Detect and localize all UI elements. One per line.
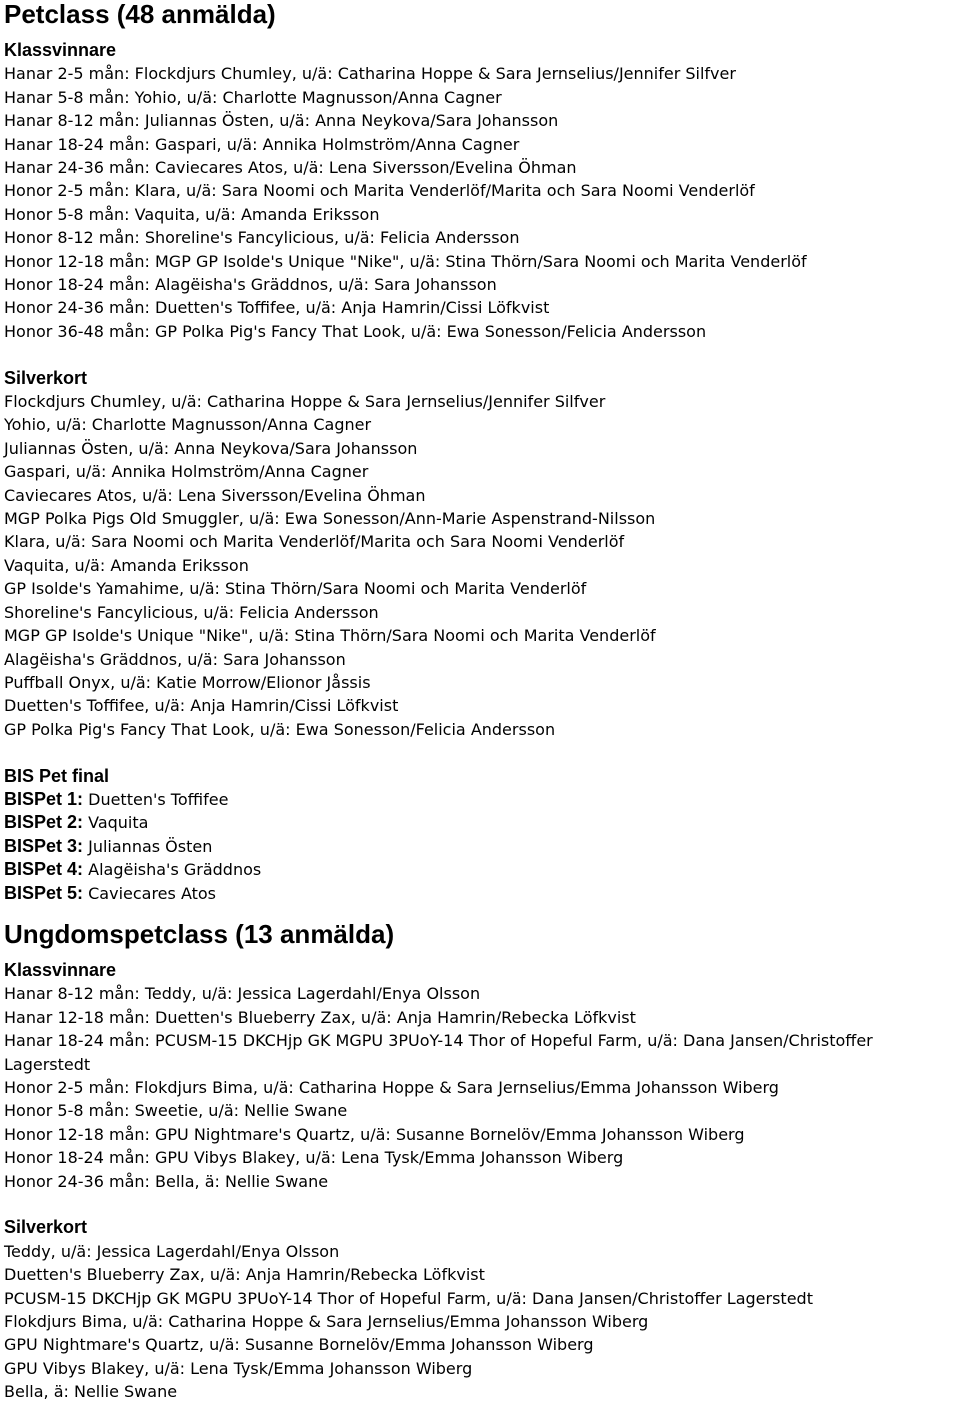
silverkort-item: Teddy, u/ä: Jessica Lagerdahl/Enya Olsson	[4, 1241, 340, 1261]
silverkort-item: PCUSM-15 DKCHjp GK MGPU 3PUoY-14 Thor of Hopeful Farm, u/ä: Dana Jansen/Christoffer Lagerstedt	[4, 1288, 813, 1308]
silverkort-item: Klara, u/ä: Sara Noomi och Marita Venderlöf/Marita och Sara Noomi Venderlöf	[4, 532, 625, 552]
klassvinnare-item: Hanar 8-12 mån: Teddy, u/ä: Jessica Lagerdahl/Enya Olsson	[4, 984, 481, 1004]
klassvinnare-item: Honor 8-12 mån: Shoreline's Fancylicious, u/ä: Felicia Andersson	[4, 228, 520, 248]
silverkort-item: Juliannas Östen, u/ä: Anna Neykova/Sara Johansson	[4, 438, 418, 458]
spacer	[4, 741, 959, 764]
bis-item	[4, 811, 959, 834]
ungdom-silverkort-list	[4, 1240, 959, 1404]
bis-item	[4, 858, 959, 881]
petclass-silverkort-heading: Silverkort	[4, 367, 88, 388]
ungdom-klassvinnare-list	[4, 982, 959, 1193]
silverkort-item: Alagëisha's Gräddnos, u/ä: Sara Johansson	[4, 649, 346, 669]
klassvinnare-item: Honor 24-36 mån: Duetten's Toffifee, u/ä: Anja Hamrin/Cissi Löfkvist	[4, 298, 550, 318]
klassvinnare-item: Honor 12-18 mån: GPU Nightmare's Quartz, u/ä: Susanne Bornelöv/Emma Johansson Wiberg	[4, 1124, 745, 1144]
klassvinnare-item: Honor 5-8 mån: Sweetie, u/ä: Nellie Swane	[4, 1101, 348, 1121]
spacer	[4, 343, 959, 366]
klassvinnare-item: Hanar 18-24 mån: PCUSM-15 DKCHjp GK MGPU 3PUoY-14 Thor of Hopeful Farm, u/ä: Dana Jansen/Christoffer Lagerstedt	[4, 1031, 873, 1074]
bis-item	[4, 835, 959, 858]
bis-label: BISPet 1:	[4, 788, 84, 809]
bis-pet-final-heading: BIS Pet final	[4, 765, 110, 786]
klassvinnare-item: Honor 12-18 mån: MGP GP Isolde's Unique "Nike", u/ä: Stina Thörn/Sara Noomi och Marita Venderlöf	[4, 251, 807, 271]
silverkort-item: Vaquita, u/ä: Amanda Eriksson	[4, 555, 249, 575]
silverkort-item: MGP GP Isolde's Unique "Nike", u/ä: Stina Thörn/Sara Noomi och Marita Venderlöf	[4, 626, 656, 646]
bis-value: Vaquita	[83, 813, 149, 833]
bis-item	[4, 882, 959, 905]
bis-label: BISPet 3:	[4, 835, 84, 856]
petclass-klassvinnare-heading: Klassvinnare	[4, 40, 117, 60]
silverkort-item: Puffball Onyx, u/ä: Katie Morrow/Elionor Jåssis	[4, 672, 371, 692]
ungdom-silverkort-heading: Silverkort	[4, 1217, 88, 1238]
klassvinnare-item: Hanar 24-36 mån: Caviecares Atos, u/ä: Lena Siversson/Evelina Öhman	[4, 158, 577, 178]
bis-value: Caviecares Atos	[83, 883, 217, 903]
silverkort-item: Yohio, u/ä: Charlotte Magnusson/Anna Cagner	[4, 415, 372, 435]
ungdom-klassvinnare-heading: Klassvinnare	[4, 959, 117, 980]
silverkort-item: GP Polka Pig's Fancy That Look, u/ä: Ewa Sonesson/Felicia Andersson	[4, 719, 556, 739]
silverkort-item: Shoreline's Fancylicious, u/ä: Felicia Andersson	[4, 602, 379, 622]
klassvinnare-item: Honor 18-24 mån: GPU Vibys Blakey, u/ä: Lena Tysk/Emma Johansson Wiberg	[4, 1148, 624, 1168]
klassvinnare-item: Honor 2-5 mån: Klara, u/ä: Sara Noomi och Marita Venderlöf/Marita och Sara Noomi Venderlöf	[4, 181, 755, 201]
silverkort-item: Caviecares Atos, u/ä: Lena Siversson/Evelina Öhman	[4, 485, 426, 505]
spacer	[4, 905, 959, 920]
petclass-title: Petclass (48 anmälda)	[4, 0, 276, 29]
silverkort-item: Bella, ä: Nellie Swane	[4, 1382, 178, 1402]
klassvinnare-item: Honor 18-24 mån: Alagëisha's Gräddnos, u/ä: Sara Johansson	[4, 275, 497, 295]
bis-value: Duetten's Toffifee	[83, 789, 229, 809]
bis-value: Alagëisha's Gräddnos	[83, 860, 262, 880]
petclass-klassvinnare-list	[4, 62, 959, 343]
klassvinnare-item: Hanar 5-8 mån: Yohio, u/ä: Charlotte Magnusson/Anna Cagner	[4, 87, 502, 107]
klassvinnare-item: Hanar 2-5 mån: Flockdjurs Chumley, u/ä: Catharina Hoppe & Sara Jernselius/Jennifer Silfver	[4, 64, 736, 84]
silverkort-item: GPU Vibys Blakey, u/ä: Lena Tysk/Emma Johansson Wiberg	[4, 1358, 473, 1378]
bis-label: BISPet 5:	[4, 882, 84, 903]
bis-label: BISPet 2:	[4, 812, 84, 833]
ungdomspetclass-title: Ungdomspetclass (13 anmälda)	[4, 918, 395, 949]
silverkort-item: GP Isolde's Yamahime, u/ä: Stina Thörn/Sara Noomi och Marita Venderlöf	[4, 579, 587, 599]
klassvinnare-item: Honor 24-36 mån: Bella, ä: Nellie Swane	[4, 1171, 329, 1191]
klassvinnare-item: Honor 5-8 mån: Vaquita, u/ä: Amanda Eriksson	[4, 204, 380, 224]
klassvinnare-item: Hanar 8-12 mån: Juliannas Östen, u/ä: Anna Neykova/Sara Johansson	[4, 111, 559, 131]
silverkort-item: Duetten's Toffifee, u/ä: Anja Hamrin/Cissi Löfkvist	[4, 696, 399, 716]
silverkort-item: Gaspari, u/ä: Annika Holmström/Anna Cagner	[4, 462, 369, 482]
silverkort-item: MGP Polka Pigs Old Smuggler, u/ä: Ewa Sonesson/Ann-Marie Aspenstrand-Nilsson	[4, 509, 656, 529]
bis-item	[4, 788, 959, 811]
bis-pet-final-list	[4, 788, 959, 905]
klassvinnare-item: Honor 2-5 mån: Flokdjurs Bima, u/ä: Catharina Hoppe & Sara Jernselius/Emma Johansson Wiberg	[4, 1077, 779, 1097]
silverkort-item: GPU Nightmare's Quartz, u/ä: Susanne Bornelöv/Emma Johansson Wiberg	[4, 1335, 594, 1355]
bis-value: Juliannas Östen	[83, 836, 213, 856]
silverkort-item: Flokdjurs Bima, u/ä: Catharina Hoppe & Sara Jernselius/Emma Johansson Wiberg	[4, 1312, 649, 1331]
silverkort-item: Flockdjurs Chumley, u/ä: Catharina Hoppe & Sara Jernselius/Jennifer Silfver	[4, 392, 606, 412]
silverkort-item: Duetten's Blueberry Zax, u/ä: Anja Hamrin/Rebecka Löfkvist	[4, 1265, 485, 1285]
petclass-silverkort-list	[4, 390, 959, 741]
klassvinnare-item: Honor 36-48 mån: GP Polka Pig's Fancy That Look, u/ä: Ewa Sonesson/Felicia Andersson	[4, 321, 707, 341]
document	[4, 0, 959, 1404]
klassvinnare-item: Hanar 12-18 mån: Duetten's Blueberry Zax, u/ä: Anja Hamrin/Rebecka Löfkvist	[4, 1007, 636, 1027]
bis-label: BISPet 4:	[4, 859, 84, 880]
klassvinnare-item: Hanar 18-24 mån: Gaspari, u/ä: Annika Holmström/Anna Cagner	[4, 134, 520, 154]
spacer	[4, 1193, 959, 1216]
